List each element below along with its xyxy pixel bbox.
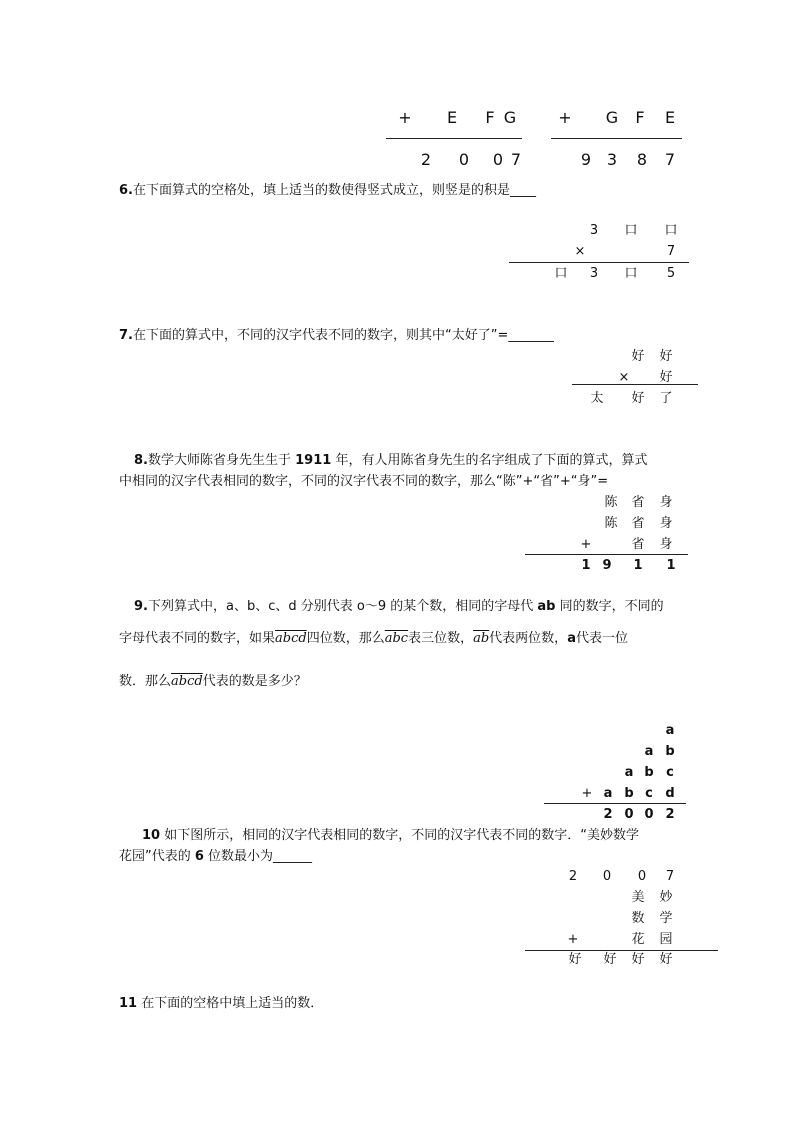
question-body: 在下面的算式中，不同的汉字代表不同的数字，则其中“太好了”=_______ — [132, 328, 554, 343]
digit: 3 — [606, 150, 618, 169]
hanzi-digit: 妙 — [659, 890, 673, 905]
overline-number: abcd — [275, 631, 307, 646]
digit: 0 — [458, 150, 470, 169]
digit: 0 — [602, 869, 612, 884]
digit: 1 — [666, 558, 676, 573]
digit: 3 — [589, 223, 599, 238]
letter: b — [644, 765, 654, 780]
number: 6 — [194, 849, 204, 864]
rule-line — [525, 950, 718, 951]
hanzi-digit: 好 — [631, 391, 645, 406]
question-body: 数学大师陈省身先生生于 — [147, 453, 296, 468]
question-text-line1 — [134, 598, 664, 616]
question-body: 位数最小为______ — [203, 849, 313, 864]
hanzi-digit: 园 — [659, 932, 673, 947]
times-sign: × — [574, 244, 586, 259]
hanzi-digit: 好 — [568, 952, 582, 967]
plus-sign: + — [581, 786, 593, 801]
question-body: 如下图所示，相同的汉字代表相同的数字，不同的汉字代表不同的数字．“美妙数学 — [160, 828, 639, 843]
blank-box: 口 — [664, 223, 678, 238]
question-number: 11 — [119, 996, 138, 1011]
hanzi-digit: 太 — [590, 391, 604, 406]
year: 1911 — [295, 453, 332, 468]
question-body: 四位数，那么 — [306, 631, 385, 646]
plus-sign: + — [558, 108, 572, 127]
question-text-line2 — [119, 848, 312, 866]
digit: 0 — [624, 807, 634, 822]
blank-box: 口 — [624, 223, 638, 238]
digit: 2 — [603, 807, 613, 822]
hanzi-digit: 学 — [659, 911, 673, 926]
hanzi-digit: 数 — [631, 911, 645, 926]
plus-sign: + — [567, 932, 579, 947]
question-text-line3 — [119, 673, 307, 691]
question-body: 在下面的空格中填上适当的数． — [137, 996, 324, 1011]
variable: ab — [537, 599, 556, 614]
question-text-line2: 中相同的汉字代表相同的数字，不同的汉字代表不同的数字，那么“陈”+“省”+“身”= — [119, 474, 609, 489]
hanzi-digit: 了 — [659, 391, 673, 406]
question-body: 在下面算式的空格处，填上适当的数使得竖式成立，则竖是的积是____ — [132, 183, 536, 198]
digit: 5 — [666, 266, 676, 281]
overline-number: abcd — [171, 674, 203, 689]
overline-number: $\overline{abc}$ — [384, 631, 409, 646]
question-text — [119, 327, 554, 345]
digit: 9 — [602, 558, 612, 573]
hanzi-digit: 身 — [659, 516, 673, 531]
question-body: 同的数字，不同的 — [555, 599, 664, 614]
times-sign: × — [618, 370, 630, 385]
question-text-line1 — [134, 452, 647, 470]
digit: 7 — [665, 869, 675, 884]
question-body: 代表两位数， — [489, 631, 568, 646]
digit: 0 — [637, 869, 647, 884]
digit: G — [605, 108, 619, 127]
rule-line — [386, 138, 522, 139]
rule-line — [544, 803, 686, 804]
digit: 1 — [633, 558, 643, 573]
question-body: 下列算式中，a、b、c、d 分别代表 o～9 的某个数，相同的字母代 — [147, 599, 538, 614]
digit: 1 — [581, 558, 591, 573]
question-body: 代表一位 — [575, 631, 628, 646]
letter: a — [624, 765, 634, 780]
question-text — [119, 995, 323, 1013]
hanzi-digit: 好 — [659, 952, 673, 967]
letter: a — [644, 744, 654, 759]
letter: a — [603, 786, 613, 801]
hanzi-digit: 身 — [659, 495, 673, 510]
digit: G — [503, 108, 517, 127]
hanzi-digit: 美 — [631, 890, 645, 905]
question-body: 字母代表不同的数字，如果 — [119, 631, 276, 646]
question-text-line2 — [119, 630, 628, 648]
question-body: 数．那么 — [119, 674, 172, 689]
question-number: 10 — [142, 828, 161, 843]
digit: E — [446, 108, 458, 127]
question-number: 7. — [119, 328, 133, 343]
question-number: 9. — [134, 599, 148, 614]
hanzi-digit: 陈 — [604, 516, 618, 531]
hanzi-digit: 好 — [631, 952, 645, 967]
question-number: 6. — [119, 183, 133, 198]
digit: 0 — [644, 807, 654, 822]
digit: F — [485, 108, 495, 127]
digit: 2 — [420, 150, 432, 169]
digit: E — [664, 108, 676, 127]
question-text-line1 — [142, 827, 639, 845]
hanzi-digit: 身 — [659, 537, 673, 552]
hanzi-digit: 省 — [631, 537, 645, 552]
digit: 2 — [665, 807, 675, 822]
letter: c — [666, 765, 674, 780]
digit: 2 — [568, 869, 578, 884]
rule-line — [551, 138, 682, 139]
digit: 7 — [510, 150, 522, 169]
blank-box: 口 — [554, 266, 568, 281]
hanzi-digit: 好 — [603, 952, 617, 967]
rule-line — [525, 554, 688, 555]
digit: F — [635, 108, 645, 127]
rule-line — [509, 262, 689, 263]
hanzi-digit: 好 — [631, 349, 645, 364]
letter: b — [665, 744, 675, 759]
question-number: 8. — [134, 453, 148, 468]
hanzi-digit: 好 — [659, 349, 673, 364]
digit: 7 — [664, 150, 676, 169]
letter: d — [665, 786, 675, 801]
hanzi-digit: 花 — [631, 932, 645, 947]
digit: 7 — [666, 244, 676, 259]
blank-box: 口 — [624, 266, 638, 281]
question-text — [119, 182, 536, 200]
question-body: 代表的数是多少？ — [202, 674, 307, 689]
question-body: 花园”代表的 — [119, 849, 195, 864]
plus-sign: + — [580, 537, 592, 552]
letter: a — [665, 723, 675, 738]
digit: 3 — [589, 266, 599, 281]
overline-number: $\overline{ab}$ — [473, 631, 490, 646]
hanzi-digit: 陈 — [604, 495, 618, 510]
hanzi-digit: 省 — [631, 516, 645, 531]
plus-sign: + — [398, 108, 412, 127]
question-body: 年，有人用陈省身先生的名字组成了下面的算式，算式 — [331, 453, 648, 468]
letter: c — [645, 786, 653, 801]
question-body: 表三位数， — [408, 631, 474, 646]
hanzi-digit: 省 — [631, 495, 645, 510]
digit: 0 — [492, 150, 504, 169]
variable: a — [567, 631, 576, 646]
rule-line — [572, 384, 698, 385]
digit: 8 — [636, 150, 648, 169]
digit: 9 — [580, 150, 592, 169]
letter: b — [624, 786, 634, 801]
hanzi-digit: 好 — [659, 370, 673, 385]
